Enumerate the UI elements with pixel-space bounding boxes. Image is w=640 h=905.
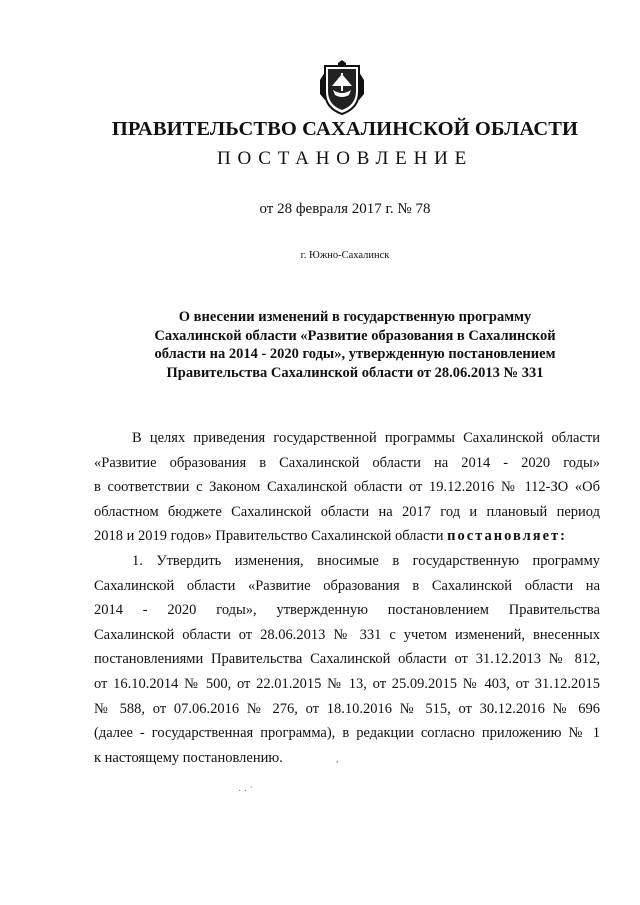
- document-subject: [110, 308, 600, 382]
- subject-line: О внесении изменений в государственную программу: [178, 309, 532, 325]
- text-line: В целях приведения государственной программы Сахалинской области: [132, 430, 600, 446]
- resolves-emphasis: постановляет:: [447, 528, 567, 545]
- document-date-number: от 28 февраля 2017 г. № 78: [259, 201, 431, 217]
- text-line: постановлениями Правительства Сахалинской области от 31.12.2013 № 812,: [94, 651, 600, 668]
- paragraph-item-1: [94, 549, 600, 770]
- document-city: г. Южно-Сахалинск: [300, 250, 390, 261]
- paragraph-preamble: [94, 426, 600, 549]
- document-type: ПОСТАНОВЛЕНИЕ: [216, 148, 474, 169]
- text-line: 2014 - 2020 годы», утвержденную постановлением Правительства: [94, 602, 600, 619]
- text-line: от 16.10.2014 № 500, от 22.01.2015 № 13, от 25.09.2015 № 403, от 31.12.2015: [94, 675, 600, 692]
- text-line: в соответствии с Законом Сахалинской области от 19.12.2016 № 112-ЗО «Об: [94, 479, 600, 496]
- text-line: областном бюджете Сахалинской области на 2017 год и плановый период: [94, 503, 600, 520]
- text-line: Сахалинской области «Развитие образования в Сахалинской области на: [94, 577, 600, 594]
- scan-mark: ,: [336, 754, 339, 765]
- text-line: (далее - государственная программа), в редакции согласно приложению № 1: [94, 725, 600, 742]
- subject-line: Правительства Сахалинской области от 28.06.2013 № 331: [166, 364, 544, 381]
- coat-of-arms-icon: [318, 60, 366, 116]
- text-line-start: 2018 и 2019 годов» Правительство Сахалинской области: [94, 528, 444, 545]
- text-line: № 588, от 07.06.2016 № 276, от 18.10.2016 № 515, от 30.12.2016 № 696: [94, 700, 600, 717]
- text-line: к настоящему постановлению.: [94, 749, 283, 766]
- subject-line: Сахалинской области «Развитие образования в Сахалинской: [154, 327, 556, 344]
- text-line: Сахалинской области от 28.06.2013 № 331 с учетом изменений, внесенных: [94, 626, 600, 643]
- text-line: [94, 524, 600, 549]
- text-line: 1. Утвердить изменения, вносимые в государственную программу: [132, 553, 600, 569]
- government-title: ПРАВИТЕЛЬСТВО САХАЛИНСКОЙ ОБЛАСТИ: [111, 118, 579, 140]
- subject-line: области на 2014 - 2020 годы», утвержденную постановлением: [154, 346, 556, 362]
- text-line: «Развитие образования в Сахалинской области на 2014 - 2020 годы»: [94, 454, 600, 471]
- scan-mark: · · ˋ: [238, 786, 253, 797]
